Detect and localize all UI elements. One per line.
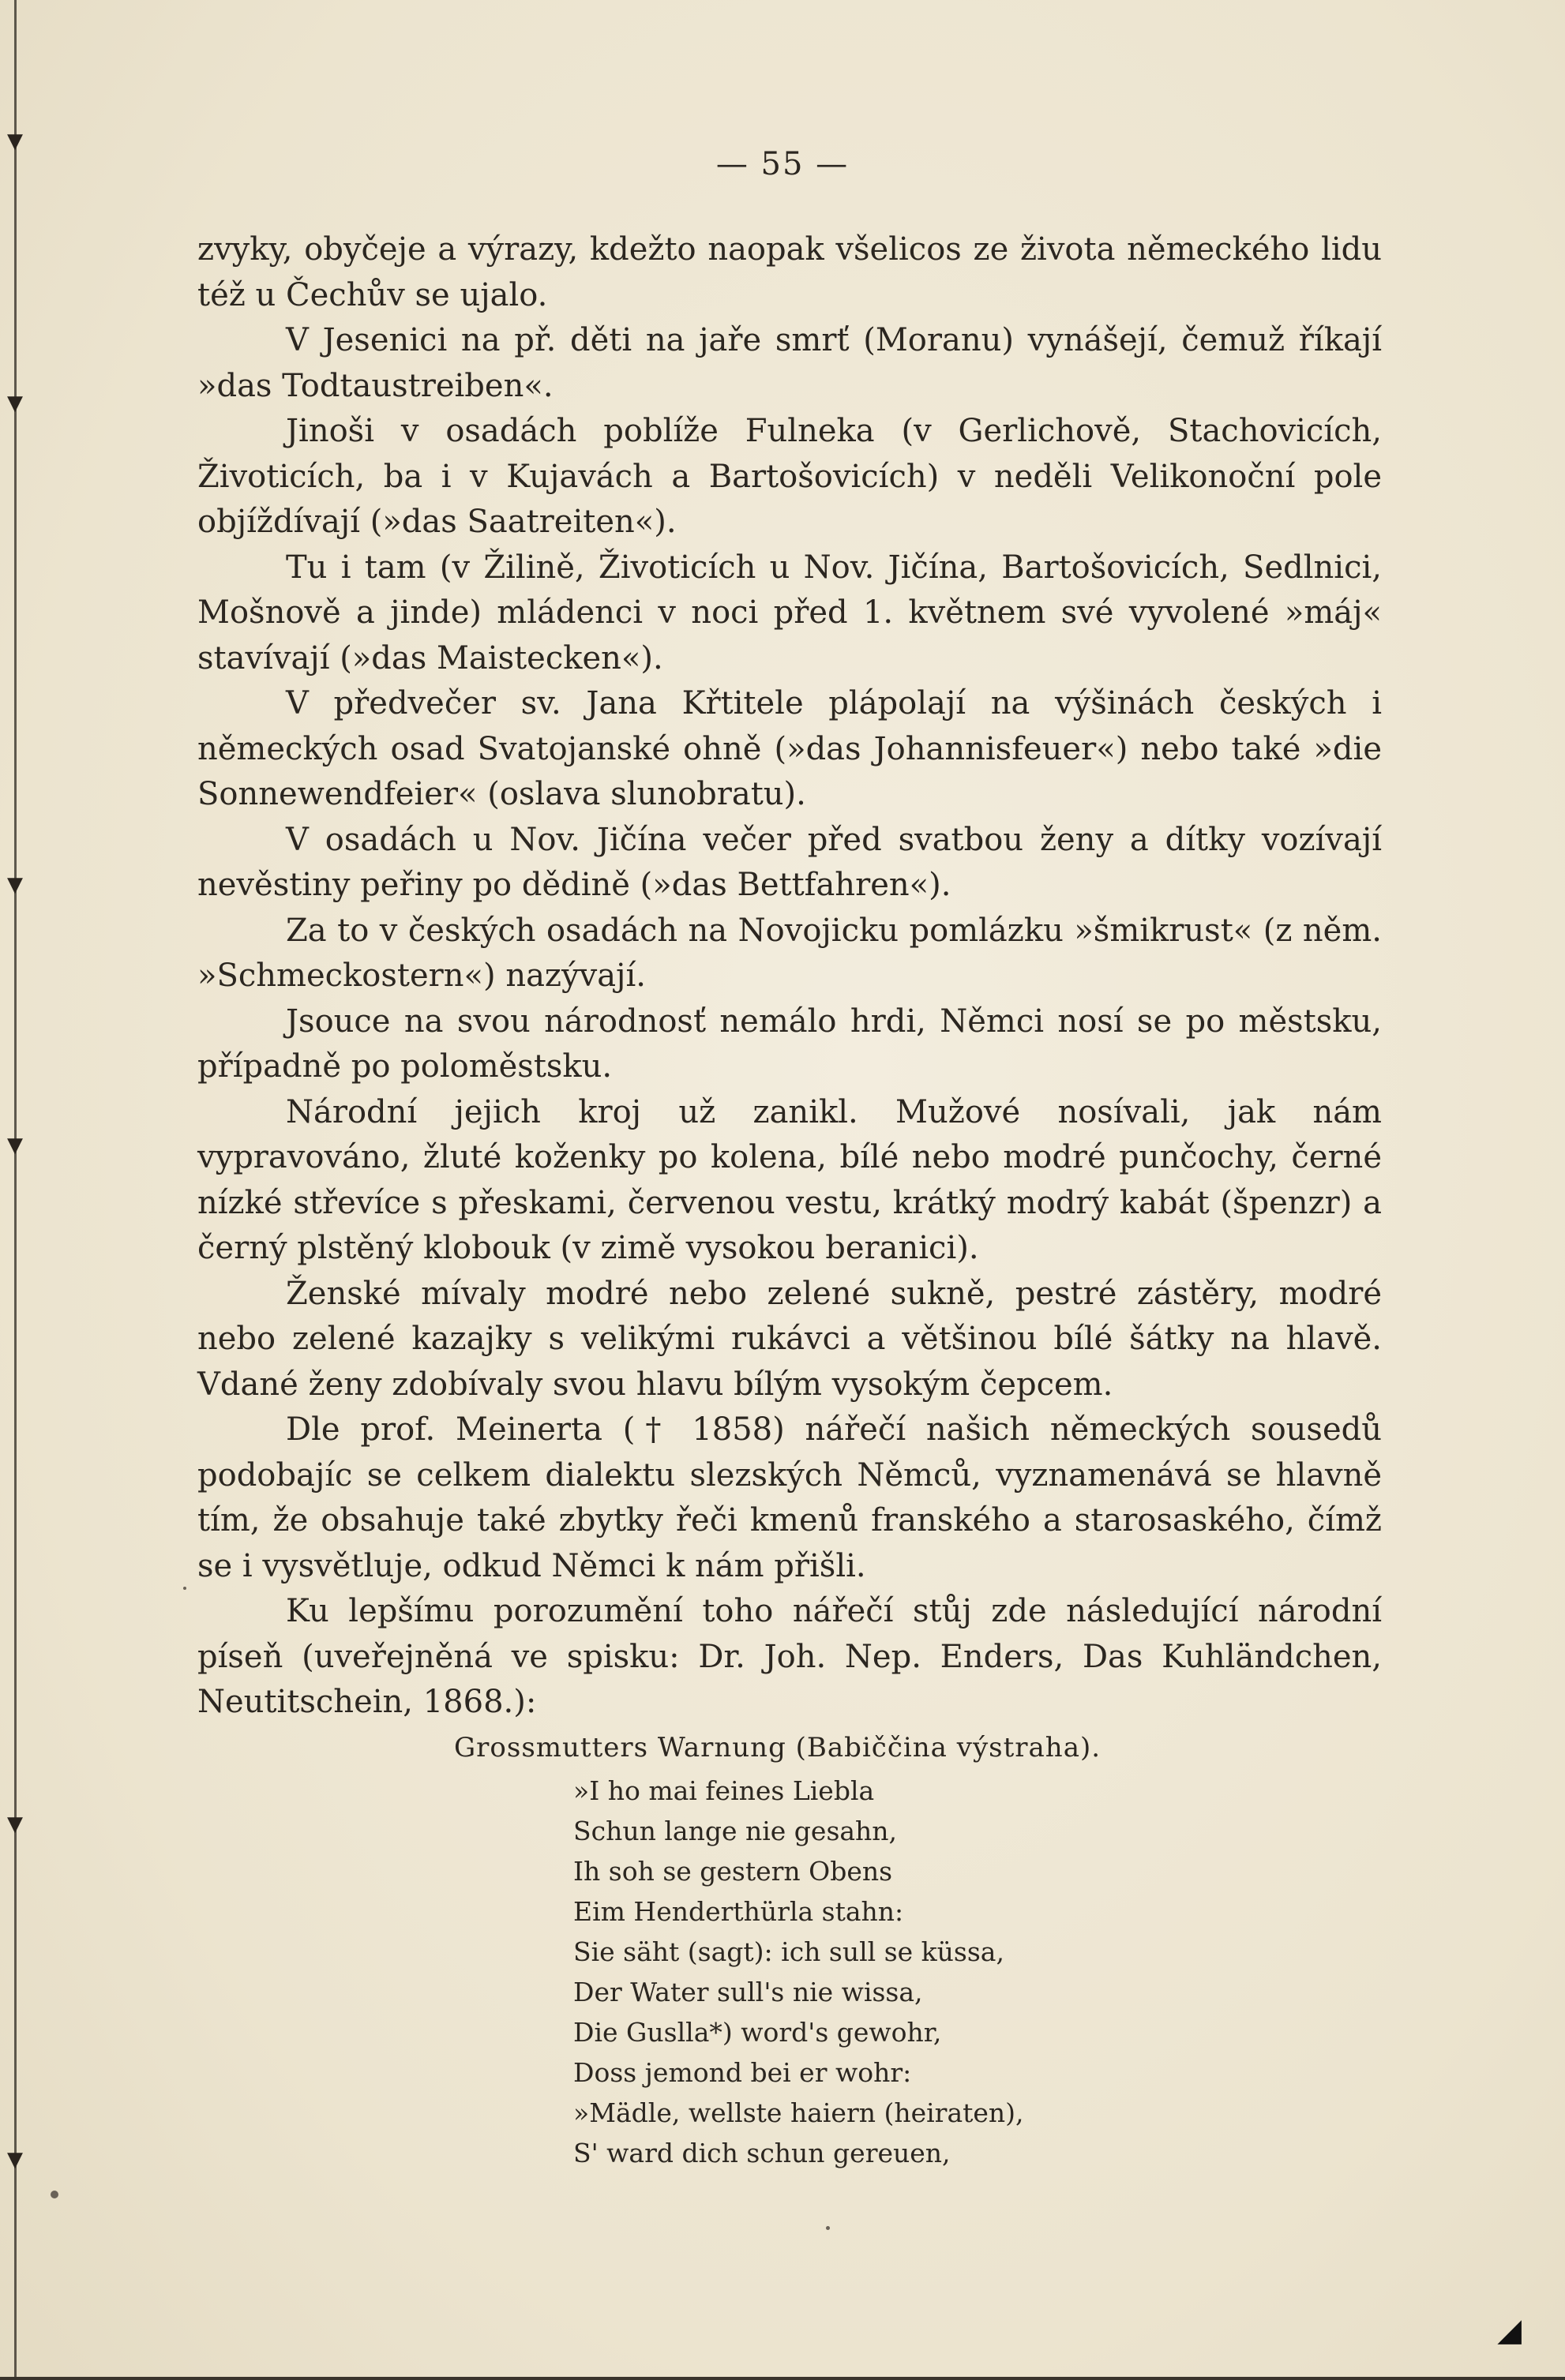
binding-edge	[14, 0, 17, 2380]
paragraph: Národní jejich kroj už zanikl. Mužové nosívali, jak nám vypravováno, žluté koženky po kolena, bílé nebo modré punčochy, černé nízké střevíce s přeskami, červenou vestu, krátký modrý kabát (špenzr) a černý plstěný klobouk (v zimě vysokou beranici).	[197, 1093, 1382, 1266]
poem-line: Ih soh se gestern Obens	[573, 1856, 893, 1887]
binding-stitch-icon: ▼	[7, 2148, 23, 2172]
poem-line: »I ho mai feines Liebla	[573, 1775, 875, 1806]
paper-speck	[51, 2191, 58, 2198]
poem-line: Schun lange nie gesahn,	[573, 1816, 898, 1846]
paragraph: Dle prof. Meinerta († 1858) nářečí našich německých sousedů podobajíc se celkem dialektu slezských Němců, vyznamenává se hlavně tím, že obsahuje také zbytky řeči kmenů franského a starosaského, čímž se i vysvětluje, odkud Němci k nám přišli.	[197, 1411, 1382, 1584]
binding-stitch-icon: ▼	[7, 129, 23, 153]
paragraph: Tu i tam (v Žilině, Životicích u Nov. Jičína, Bartošovicích, Sedlnici, Mošnově a jinde) mládenci v noci před 1. květnem své vyvolené »máj« stavívají (»das Maistecken«).	[197, 549, 1382, 677]
paragraph: zvyky, obyčeje a výrazy, kdežto naopak všelicos ze života německého lidu též u Čechův se ujalo.	[197, 231, 1382, 313]
paragraph: V předvečer sv. Jana Křtitele plápolají na výšinách českých i německých osad Svatojanské ohně (»das Johannisfeuer«) nebo také »die Sonnewendfeier« (oslava slunobratu).	[197, 685, 1382, 812]
poem-title: Grossmutters Warnung (Babiččina výstraha).	[454, 1731, 1102, 1763]
paragraph: Ženské mívaly modré nebo zelené sukně, pestré zástěry, modré nebo zelené kazajky s velikými rukávci a většinou bílé šátky na hlavě. Vdané ženy zdobívaly svou hlavu bílým vysokým čepcem.	[197, 1275, 1382, 1403]
paragraph: V Jesenici na př. děti na jaře smrť (Moranu) vynášejí, čemuž říkají »das Todtaustreiben«.	[197, 322, 1382, 404]
body-text	[197, 227, 1382, 2173]
poem-line: Sie säht (sagt): ich sull se küssa,	[573, 1936, 1004, 1967]
poem-line: Der Water sull's nie wissa,	[573, 1977, 923, 2007]
binding-stitch-icon: ▼	[7, 1812, 23, 1836]
page-number: — 55 —	[715, 146, 850, 182]
poem-line: »Mädle, wellste haiern (heiraten),	[573, 2097, 1024, 2128]
paragraph: V osadách u Nov. Jičína večer před svatbou ženy a dítky vozívají nevěstiny peřiny po dědině (»das Bettfahren«).	[197, 821, 1382, 903]
poem-line: Die Guslla*) word's gewohr,	[573, 2017, 942, 2048]
page-edge	[0, 2377, 1565, 2380]
poem-line: S' ward dich schun gereuen,	[573, 2138, 951, 2168]
binding-stitch-icon: ▼	[7, 873, 23, 897]
paragraph: Ku lepšímu porozumění toho nářečí stůj zde následující národní píseň (uveřejněná ve spisku: Dr. Joh. Nep. Enders, Das Kuhländchen, Neutitschein, 1868.):	[197, 1593, 1382, 1720]
poem-line: Eim Henderthürla stahn:	[573, 1896, 904, 1927]
poem	[197, 1771, 1382, 2173]
paragraph: Za to v českých osadách na Novojicku pomlázku »šmikrust« (z něm. »Schmeckostern«) nazývají.	[197, 912, 1382, 994]
binding-stitch-icon: ▼	[7, 392, 23, 415]
paper-speck	[826, 2226, 830, 2230]
corner-mark-icon: ◢	[1497, 2312, 1522, 2348]
paragraph: Jsouce na svou národnosť nemálo hrdi, Němci nosí se po městsku, případně po poloměstsku.	[197, 1003, 1382, 1085]
paragraph: Jinoši v osadách poblíže Fulneka (v Gerlichově, Stachovicích, Životicích, ba i v Kujavách a Bartošovicích) v neděli Velikonoční pole objíždívají (»das Saatreiten«).	[197, 413, 1382, 540]
paper-speck	[183, 1587, 186, 1590]
binding-stitch-icon: ▼	[7, 1134, 23, 1157]
poem-line: Doss jemond bei er wohr:	[573, 2057, 912, 2088]
